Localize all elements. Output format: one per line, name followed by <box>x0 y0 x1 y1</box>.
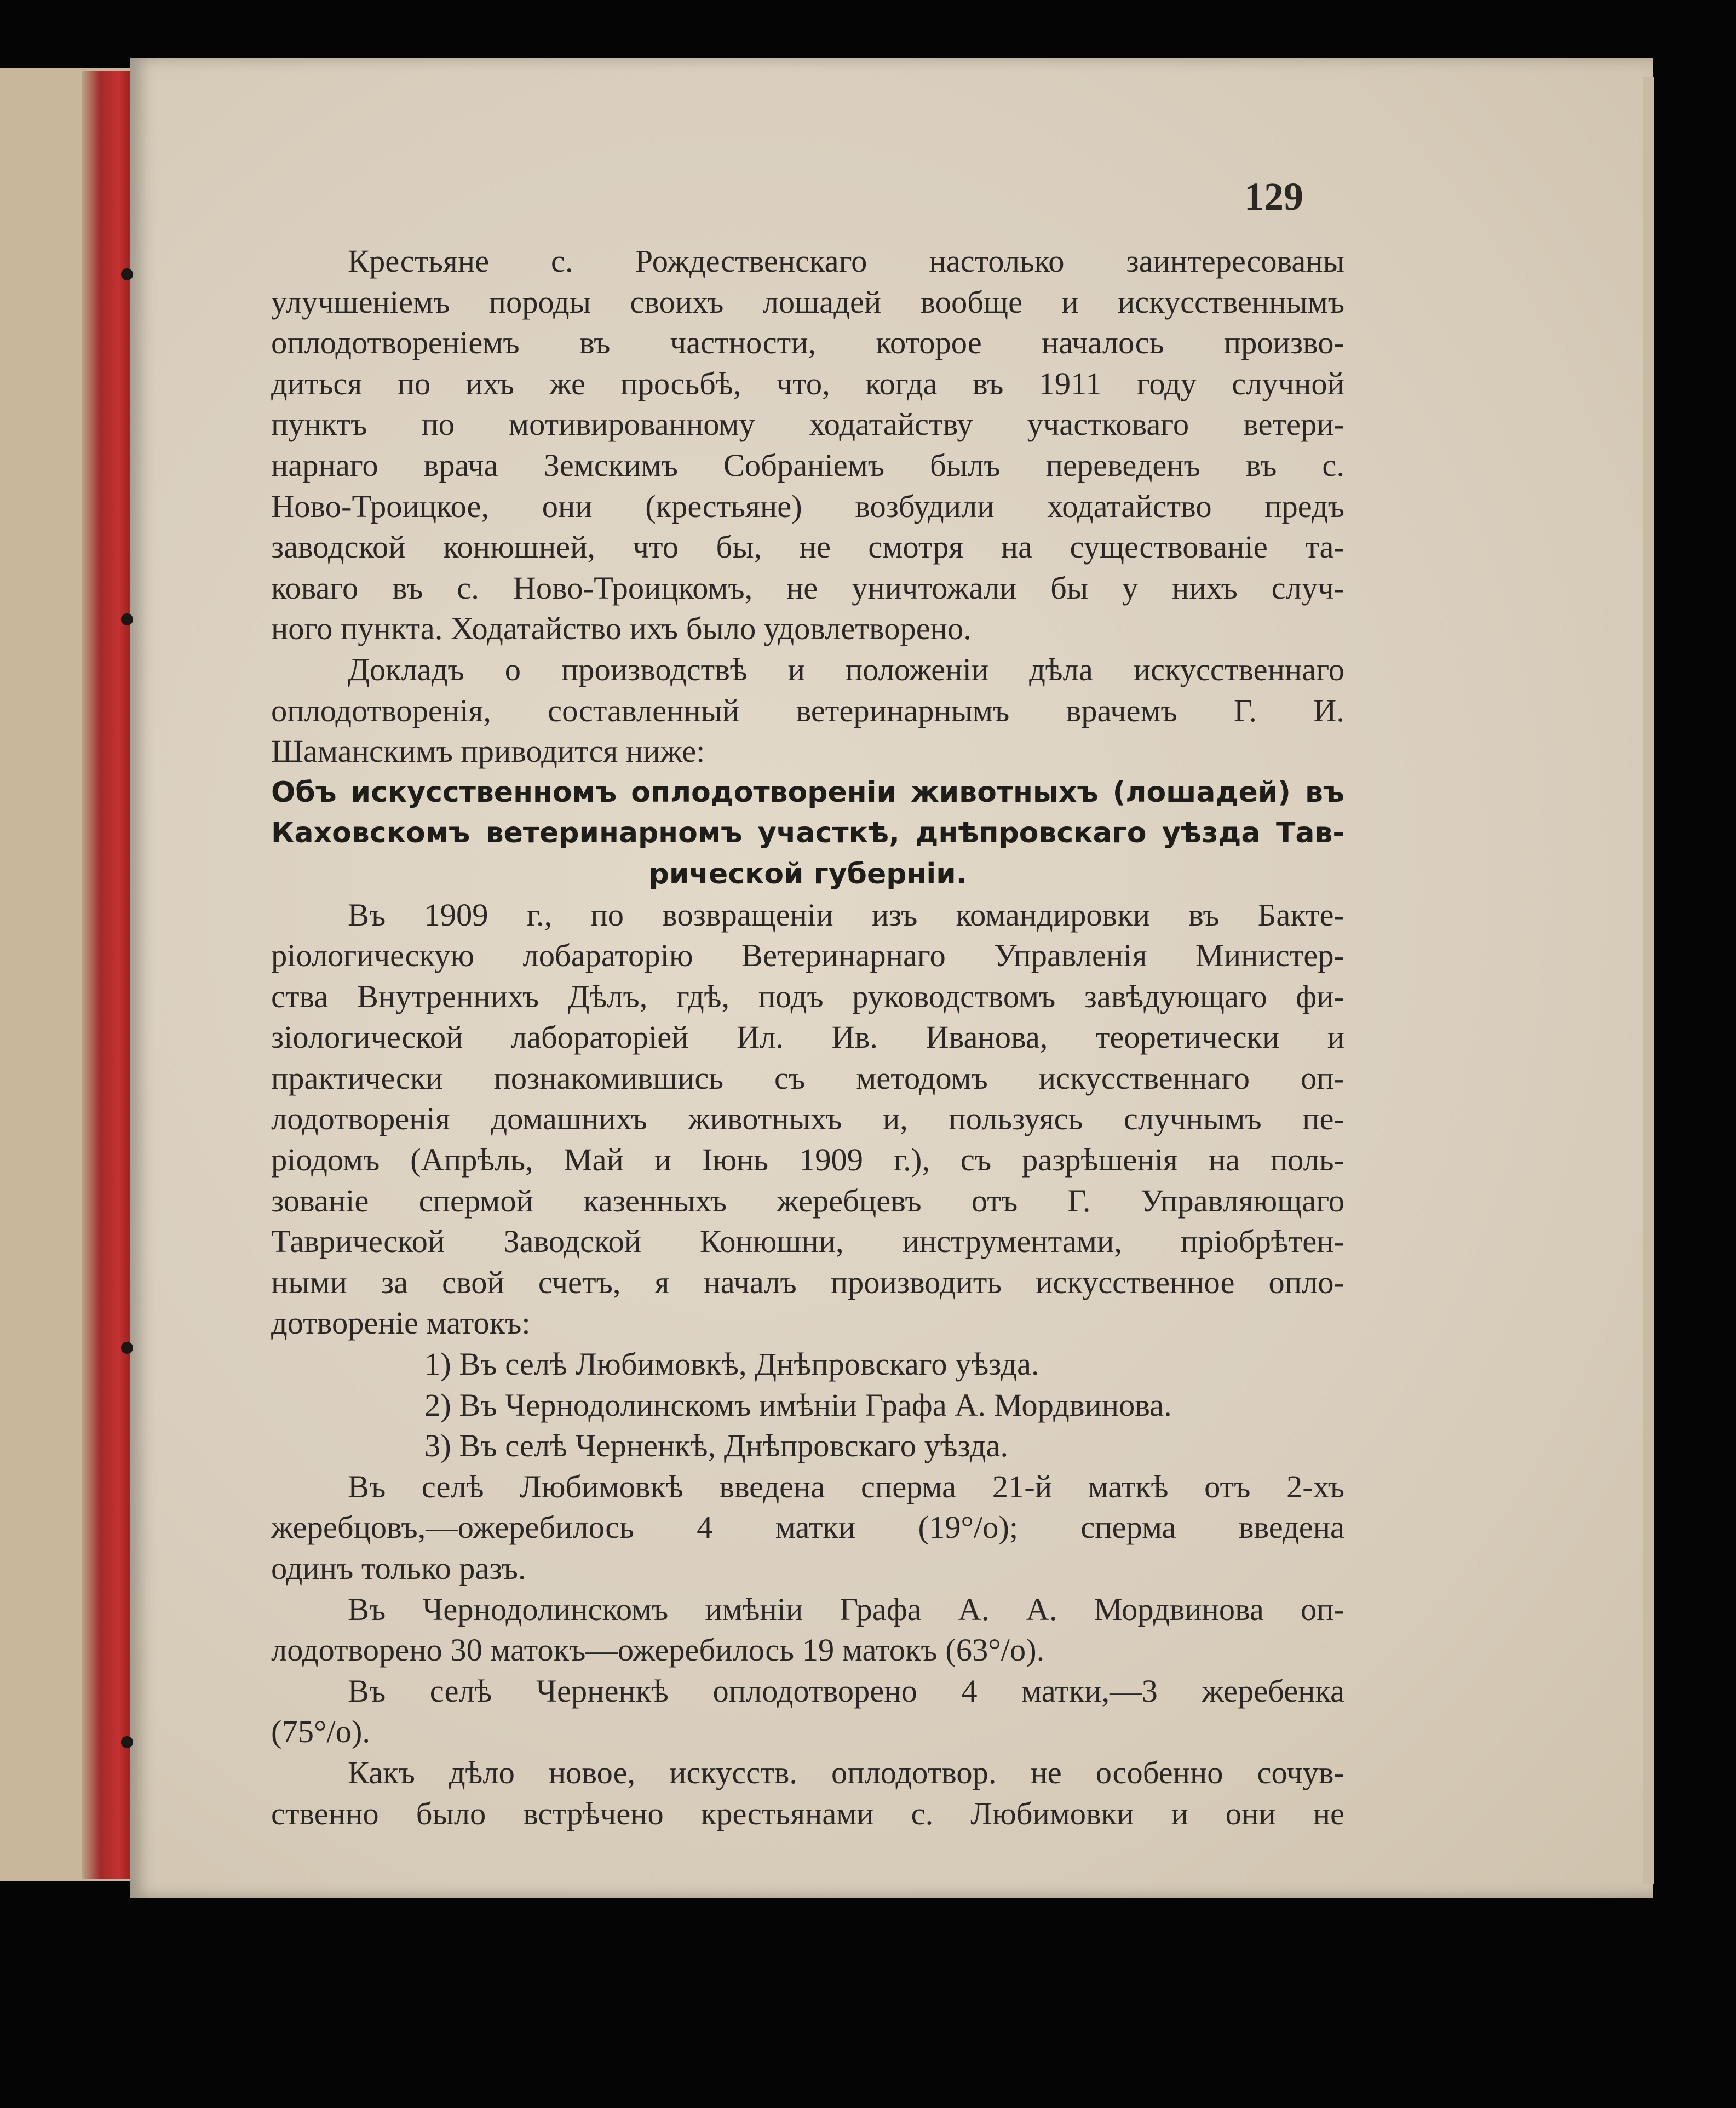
text-line: Въ Чернодолинскомъ имѣніи Графа А. А. Мордвинова оп- <box>348 1591 1344 1627</box>
paragraph <box>271 1671 1344 1753</box>
text-line: Крестьяне с. Рождественскаго настолько заинтересованы <box>348 243 1344 279</box>
text-line: жеребцовъ,—ожеребилось 4 матки (19°/о); сперма введена <box>271 1509 1344 1546</box>
text-line: Таврической Заводской Конюшни, инструментами, пріобрѣтен- <box>271 1224 1344 1260</box>
page-right-edge <box>1643 77 1654 1884</box>
text-line: Шаманскимъ приводится ниже: <box>271 733 705 769</box>
text-line: Ново-Троицкое, они (крестьяне) возбудили ходатайство предъ <box>271 488 1344 524</box>
text-line: зованіе спермой казенныхъ жеребцевъ отъ Г. Управляющаго <box>271 1182 1344 1219</box>
text-line: ными за свой счетъ, я началъ производить искусственное опло- <box>271 1264 1344 1300</box>
text-line: одинъ только разъ. <box>271 1550 526 1586</box>
text-line: лодотворенія домашнихъ животныхъ и, пользуясь случнымъ пе- <box>271 1101 1344 1137</box>
text-line: Докладъ о производствѣ и положеніи дѣла искусственнаго <box>348 651 1344 687</box>
text-line: нарнаго врача Земскимъ Собраніемъ былъ переведенъ въ с. <box>271 447 1344 483</box>
list-item: 2) Въ Чернодолинскомъ имѣніи Графа А. Мордвинова. <box>424 1387 1172 1423</box>
text-line: дотвореніе матокъ: <box>271 1305 531 1341</box>
paragraph <box>271 241 1344 650</box>
paragraph <box>271 1589 1344 1671</box>
text-line: оплодотвореніемъ въ частности, которое началось произво- <box>271 325 1344 361</box>
text-line: ного пункта. Ходатайство ихъ было удовлетворено. <box>271 611 972 647</box>
text-line: зіологической лабораторіей Ил. Ив. Иванова, теоретически и <box>271 1019 1344 1055</box>
text-line: ства Внутреннихъ Дѣлъ, гдѣ, подъ руководствомъ завѣдующаго фи- <box>271 978 1344 1014</box>
text-line: практически познакомившись съ методомъ искусственнаго оп- <box>271 1060 1344 1096</box>
text-line: ріодомъ (Апрѣль, Май и Іюнь 1909 г.), съ разрѣшенія на поль- <box>271 1142 1344 1178</box>
heading-line: Каховскомъ ветеринарномъ участкѣ, днѣпровскаго уѣзда Тав- <box>271 817 1344 850</box>
text-line: лодотворено 30 матокъ—ожеребилось 19 матокъ (63°/о). <box>271 1632 1045 1668</box>
numbered-list <box>271 1344 1344 1467</box>
paragraph <box>271 895 1344 1345</box>
paragraph <box>271 1753 1344 1834</box>
text-line: (75°/о). <box>271 1714 370 1750</box>
text-line: ственно было встрѣчено крестьянами с. Любимовки и они не <box>271 1795 1344 1831</box>
heading-line: рической губерніи. <box>648 857 967 891</box>
text-line: Въ селѣ Любимовкѣ введена сперма 21-й маткѣ отъ 2-хъ <box>348 1468 1344 1504</box>
list-item: 1) Въ селѣ Любимовкѣ, Днѣпровскаго уѣзда. <box>424 1346 1039 1382</box>
book-cover-edge <box>82 71 134 1879</box>
list-item: 3) Въ селѣ Черненкѣ, Днѣпровскаго уѣзда. <box>424 1428 1009 1464</box>
text-line: улучшеніемъ породы своихъ лошадей вообще и искусственнымъ <box>271 284 1344 320</box>
text-line: пунктъ по мотивированному ходатайству участковаго ветери- <box>271 406 1344 443</box>
page-text <box>271 241 1344 1834</box>
section-heading <box>271 772 1344 895</box>
text-line: диться по ихъ же просьбѣ, что, когда въ 1911 году случной <box>271 365 1344 401</box>
binding-hole <box>121 1342 133 1354</box>
binding-hole <box>121 613 133 625</box>
text-line: ріологическую лобараторію Ветеринарнаго Управленія Министер- <box>271 938 1344 974</box>
text-line: Въ 1909 г., по возвращеніи изъ командировки въ Бакте- <box>348 897 1344 933</box>
binding-hole <box>121 1736 133 1748</box>
text-line: коваго въ с. Ново-Троицкомъ, не уничтожали бы у нихъ случ- <box>271 570 1344 606</box>
binding-hole <box>121 268 133 280</box>
heading-line: Объ искусственномъ оплодотвореніи животныхъ (лошадей) въ <box>271 776 1344 809</box>
text-line: Какъ дѣло новое, искусств. оплодотвор. не особенно сочув- <box>348 1754 1344 1790</box>
paragraph <box>271 1467 1344 1589</box>
page-number: 129 <box>1244 175 1303 219</box>
text-line: Въ селѣ Черненкѣ оплодотворено 4 матки,—3 жеребенка <box>348 1673 1344 1709</box>
text-line: заводской конюшней, что бы, не смотря на существованіе та- <box>271 529 1344 565</box>
paragraph <box>271 650 1344 772</box>
text-line: оплодотворенія, составленный ветеринарнымъ врачемъ Г. И. <box>271 692 1344 728</box>
